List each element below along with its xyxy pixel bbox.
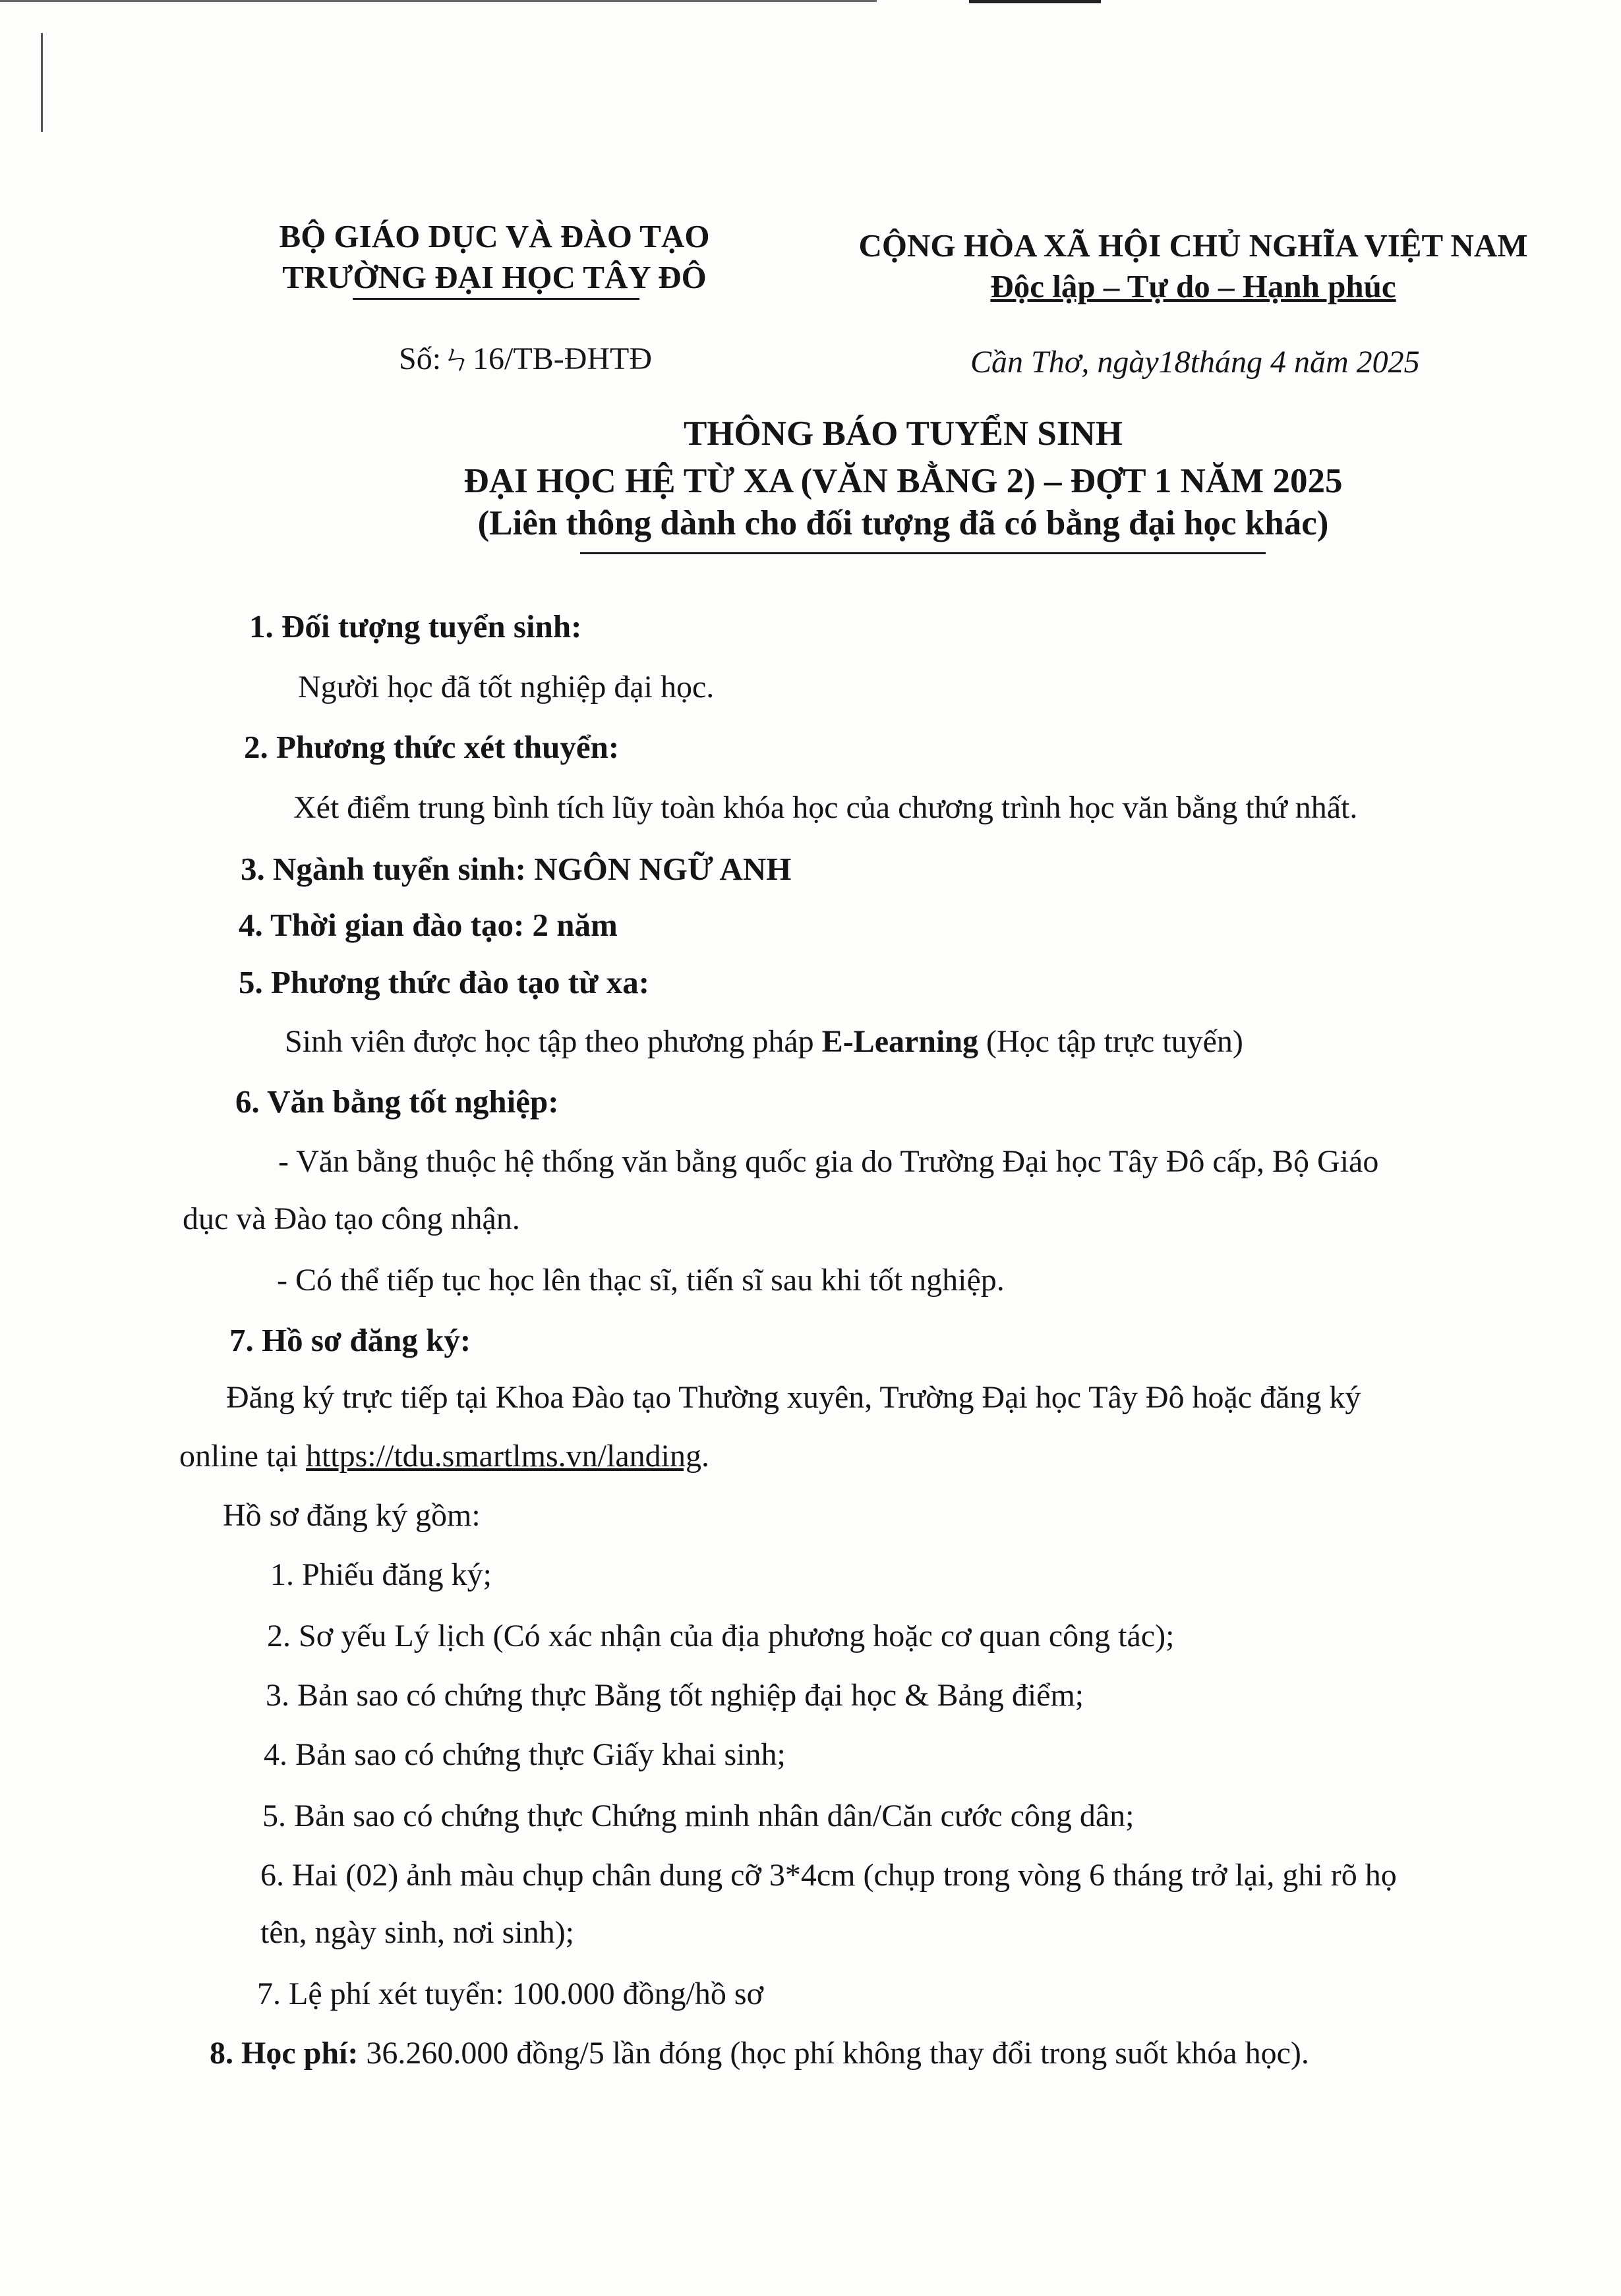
section-5-text: Sinh viên được học tập theo phương pháp E-Learning (Học tập trực tuyến) [285, 1024, 1243, 1059]
document-list-item: 1. Phiếu đăng ký; [270, 1557, 492, 1592]
section-6-heading: 6. Văn bằng tốt nghiệp: [235, 1083, 559, 1120]
document-list-item: 5. Bản sao có chứng thực Chứng minh nhân dân/Căn cước công dân; [262, 1798, 1135, 1833]
place-and-date: Cần Thơ, ngày18tháng 4 năm 2025 [970, 345, 1420, 380]
scan-margin-mark [41, 33, 43, 132]
section-7-text: Đăng ký trực tiếp tại Khoa Đào tạo Thường xuyên, Trường Đại học Tây Đô hoặc đăng ký [226, 1380, 1361, 1415]
document-number: Số:ㄣ16/TB-ĐHTĐ [399, 341, 653, 376]
section-1-heading: 1. Đối tượng tuyển sinh: [249, 608, 582, 645]
notice-scope: (Liên thông dành cho đối tượng đã có bằng đại học khác) [477, 504, 1329, 542]
section-3-heading: 3. Ngành tuyển sinh: NGÔN NGỮ ANH [241, 851, 792, 887]
title-underline [580, 552, 1266, 554]
section-2-heading: 2. Phương thức xét thuyển: [244, 729, 620, 765]
document-list-item: 6. Hai (02) ảnh màu chụp chân dung cỡ 3*4cm (chụp trong vòng 6 tháng trở lại, ghi rõ họ [260, 1858, 1397, 1893]
section-7-heading: 7. Hồ sơ đăng ký: [229, 1322, 471, 1358]
scan-edge-mark [969, 0, 1101, 3]
university-name: TRƯỜNG ĐẠI HỌC TÂY ĐÔ [282, 259, 707, 295]
national-motto: Độc lập – Tự do – Hạnh phúc [990, 268, 1396, 304]
section-6-line-2: - Có thể tiếp tục học lên thạc sĩ, tiến sĩ sau khi tốt nghiệp. [277, 1263, 1005, 1298]
document-list-item: 4. Bản sao có chứng thực Giấy khai sinh; [264, 1737, 786, 1772]
notice-title: THÔNG BÁO TUYỂN SINH [683, 415, 1123, 453]
ministry-name: BỘ GIÁO DỤC VÀ ĐÀO TẠO [279, 218, 710, 254]
scan-edge-line [0, 0, 877, 2]
registration-link[interactable]: https://tdu.smartlms.vn/landing [305, 1439, 701, 1474]
section-7-text-continued: online tại https://tdu.smartlms.vn/landing. [179, 1439, 709, 1474]
document-list-intro: Hồ sơ đăng ký gồm: [223, 1498, 481, 1533]
section-1-text: Người học đã tốt nghiệp đại học. [298, 670, 715, 704]
country-name: CỘNG HÒA XÃ HỘI CHỦ NGHĨA VIỆT NAM [858, 227, 1528, 264]
section-4-heading: 4. Thời gian đào tạo: 2 năm [239, 907, 618, 943]
document-list-item: 3. Bản sao có chứng thực Bằng tốt nghiệp đại học & Bảng điểm; [266, 1678, 1084, 1713]
section-6-line-1-continued: dục và Đào tạo công nhận. [183, 1201, 520, 1236]
section-5-heading: 5. Phương thức đào tạo từ xa: [239, 964, 650, 1000]
notice-subtitle: ĐẠI HỌC HỆ TỪ XA (VĂN BẰNG 2) – ĐỢT 1 NĂM 2025 [463, 462, 1343, 500]
document-list-item: 2. Sơ yếu Lý lịch (Có xác nhận của địa phương hoặc cơ quan công tác); [267, 1619, 1175, 1653]
section-2-text: Xét điểm trung bình tích lũy toàn khóa học của chương trình học văn bằng thứ nhất. [293, 790, 1358, 825]
section-6-line-1: - Văn bằng thuộc hệ thống văn bằng quốc gia do Trường Đại học Tây Đô cấp, Bộ Giáo [278, 1144, 1379, 1179]
document-list-item-continued: tên, ngày sinh, nơi sinh); [260, 1915, 575, 1950]
document-list-item: 7. Lệ phí xét tuyển: 100.000 đồng/hồ sơ [257, 1976, 763, 2011]
header-left-underline [353, 298, 639, 300]
section-8-tuition: 8. Học phí: 36.260.000 đồng/5 lần đóng (học phí không thay đổi trong suốt khóa học). [210, 2036, 1309, 2071]
